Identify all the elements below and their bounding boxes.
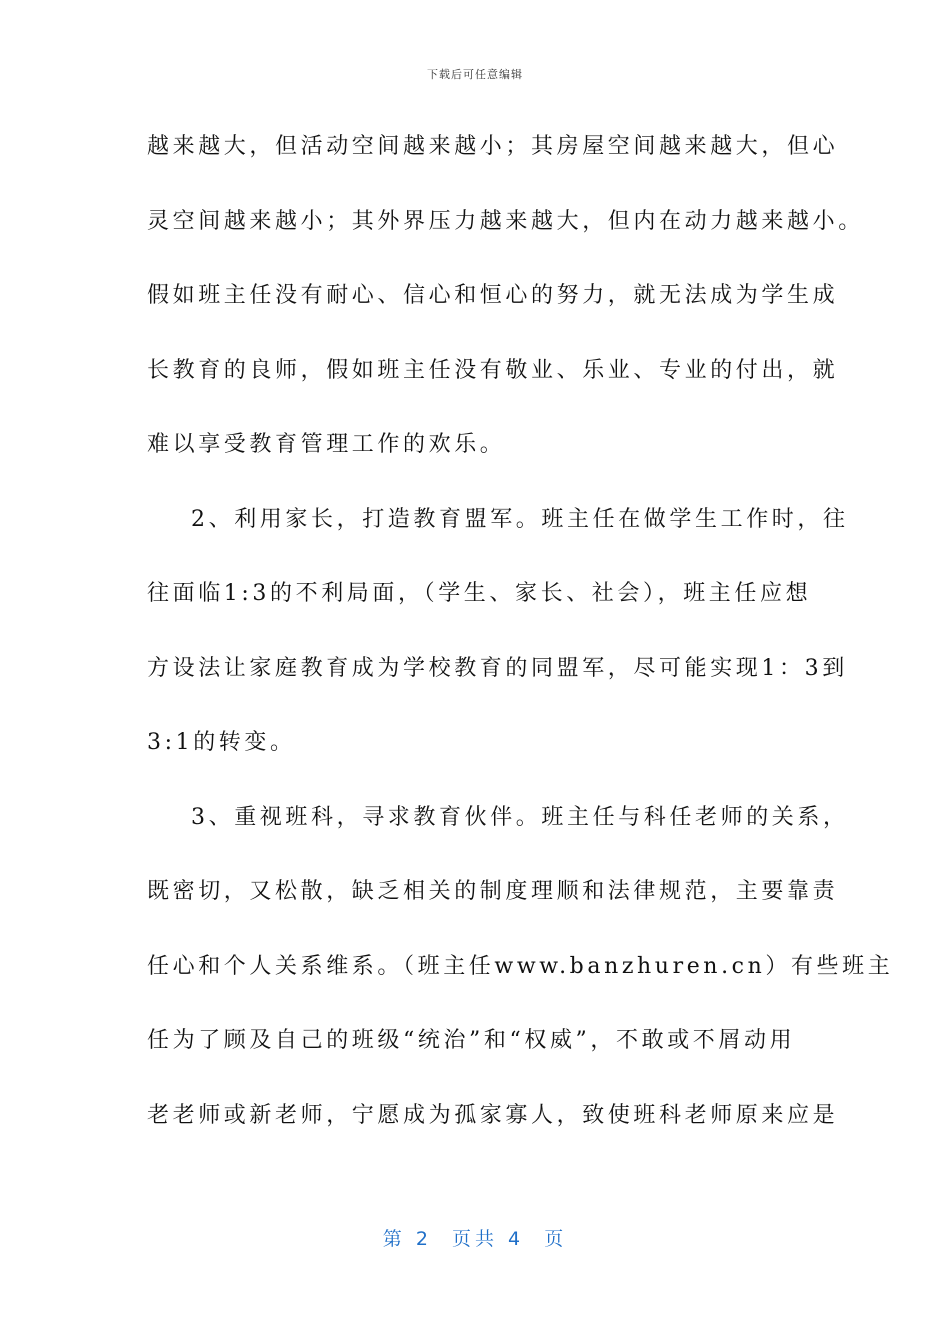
text-line: 假如班主任没有耐心、信心和恒心的努力，就无法成为学生成 (147, 283, 839, 308)
text-line: 往面临1:3的不利局面，（学生、家长、社会），班主任应想 (147, 581, 812, 606)
text-line: 灵空间越来越小；其外界压力越来越大，但内在动力越来越小。 (147, 208, 864, 234)
text-line: 越来越大，但活动空间越来越小；其房屋空间越来越大，但心 (147, 134, 839, 159)
text-line: 方设法让家庭教育成为学校教育的同盟军，尽可能实现1：3到 (147, 655, 848, 681)
paragraph-first-line: 2、利用家长，打造教育盟军。班主任在做学生工作时，往 (191, 506, 849, 532)
text-line: 长教育的良师，假如班主任没有敬业、乐业、专业的付出，就 (147, 357, 839, 383)
text-line: 老老师或新老师，宁愿成为孤家寡人，致使班科老师原来应是 (147, 1102, 839, 1128)
paragraph-first-line: 3、重视班科，寻求教育伙伴。班主任与科任老师的关系， (191, 804, 849, 830)
text-line: 3:1的转变。 (147, 730, 296, 755)
page-header: 下载后可任意编辑 (427, 68, 523, 81)
text-line: 难以享受教育管理工作的欢乐。 (147, 432, 506, 457)
page-number-footer: 第 2 页共 4 页 (382, 1228, 568, 1250)
text-line: 既密切，又松散，缺乏相关的制度理顺和法律规范，主要靠责 (147, 879, 839, 904)
document-body (147, 120, 894, 1163)
text-line: 任为了顾及自己的班级“统治”和“权威”，不敢或不屑动用 (147, 1028, 796, 1053)
text-line: 任心和个人关系维系。（班主任www.banzhuren.cn）有些班主 (147, 953, 894, 979)
